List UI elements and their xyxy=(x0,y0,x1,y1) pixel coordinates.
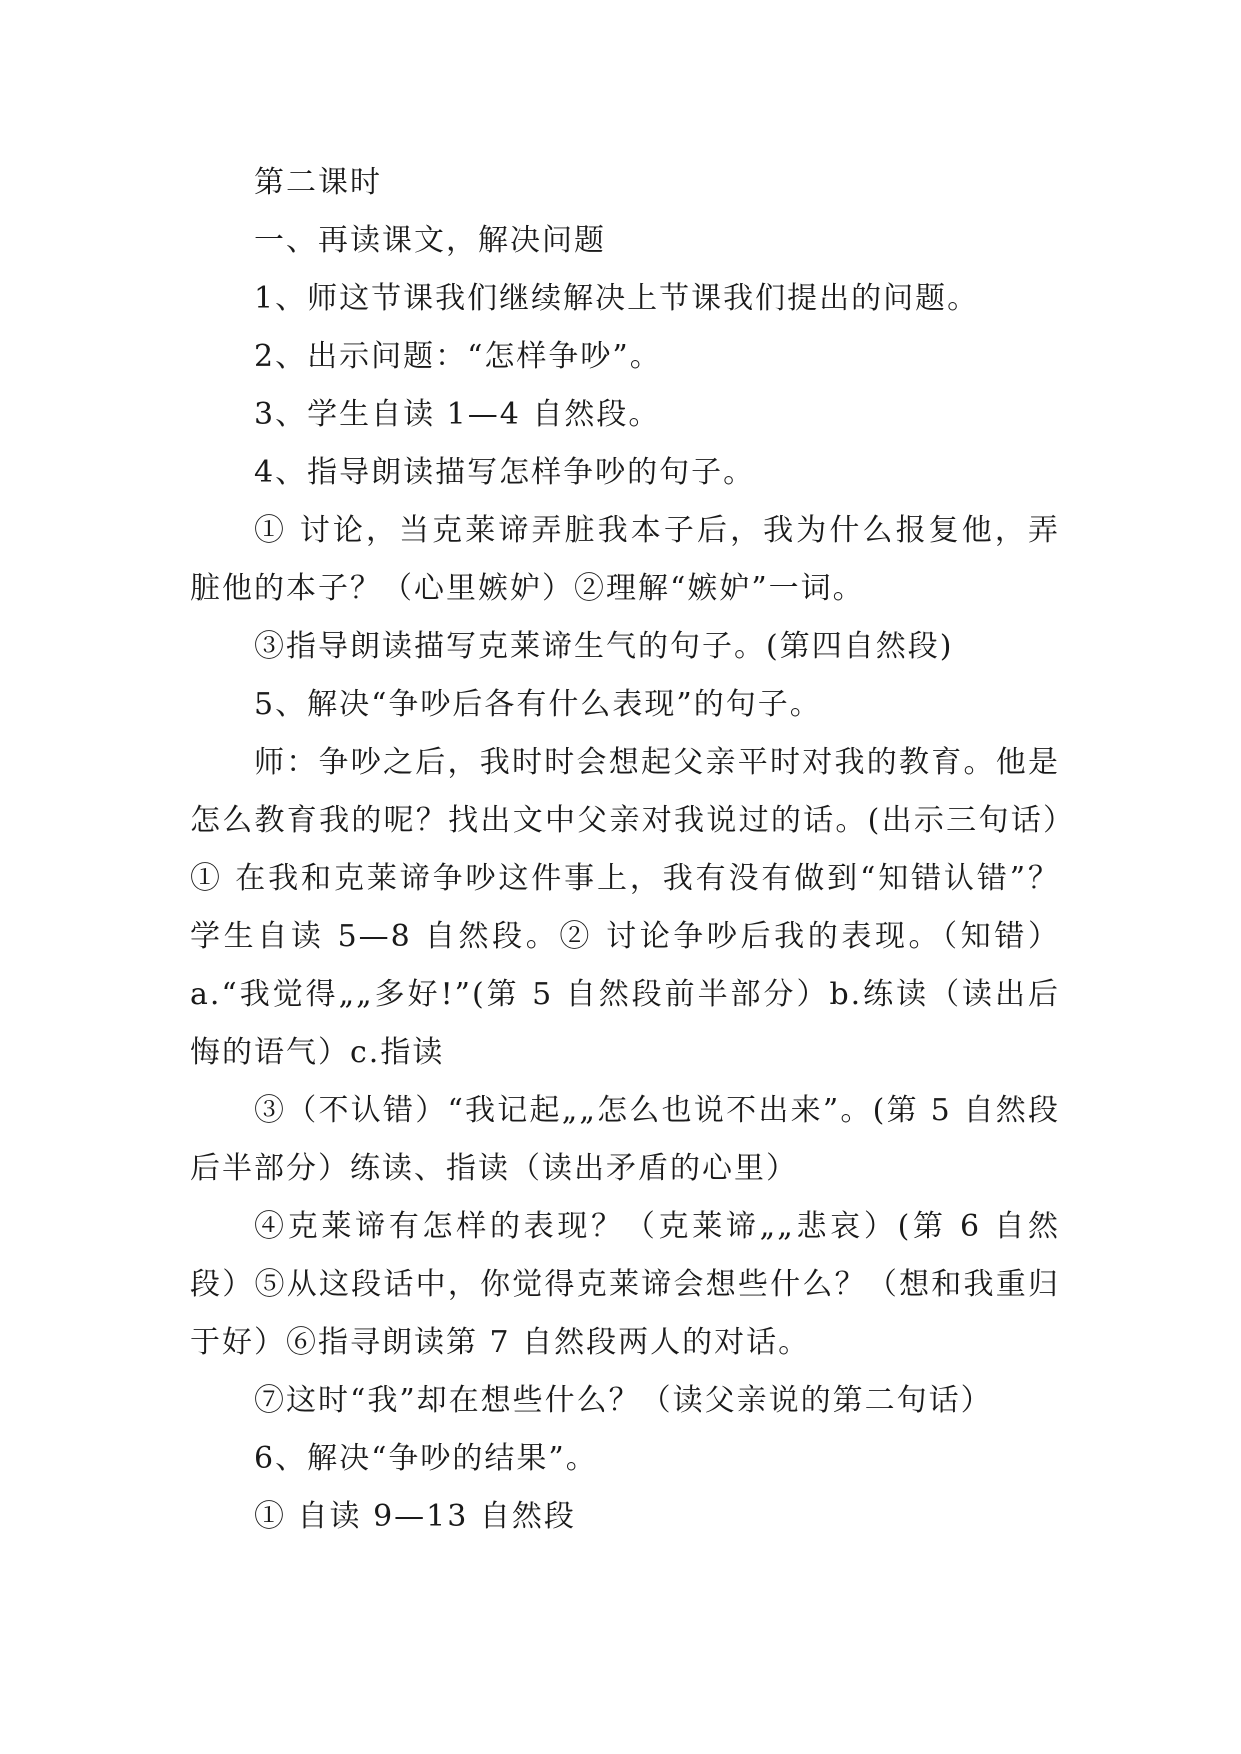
paragraph: 3、学生自读 1—4 自然段。 xyxy=(254,397,661,432)
paragraph: ① 讨论，当克莱谛弄脏我本子后，我为什么报复他，弄脏他的本子？（心里嫉妒）②理解“嫉妒”一词。 xyxy=(190,513,1060,606)
paragraph: ④克莱谛有怎样的表现？（克莱谛„„悲哀）(第 6 自然段）⑤从这段话中，你觉得克莱谛会想些什么？（想和我重归于好）⑥指寻朗读第 7 自然段两人的对话。 xyxy=(190,1209,1060,1360)
paragraph: ⑦这时“我”却在想些什么？（读父亲说的第二句话） xyxy=(254,1383,993,1418)
section-heading: 一、再读课文，解决问题 xyxy=(254,223,606,258)
paragraph: 5、解决“争吵后各有什么表现”的句子。 xyxy=(254,687,822,722)
paragraph: 1、师这节课我们继续解决上节课我们提出的问题。 xyxy=(254,281,980,316)
paragraph: 6、解决“争吵的结果”。 xyxy=(254,1441,598,1476)
document-body xyxy=(190,154,1060,1546)
paragraph: ③指导朗读描写克莱谛生气的句子。(第四自然段) xyxy=(254,629,954,664)
paragraph: 2、出示问题：“怎样争吵”。 xyxy=(254,339,662,374)
paragraph: 4、指导朗读描写怎样争吵的句子。 xyxy=(254,455,756,490)
paragraph: 师：争吵之后，我时时会想起父亲平时对我的教育。他是怎么教育我的呢？找出文中父亲对我说过的话。(出示三句话）① 在我和克莱谛争吵这件事上，我有没有做到“知错认错”？学生自读 5—8 自然段。② 讨论争吵后我的表现。（知错）a.“我觉得„„多好!”(第 5 自然段前半部分）b.练读（读出后悔的语气）c.指读 xyxy=(190,745,1060,1070)
lesson-title: 第二课时 xyxy=(254,165,382,200)
paragraph: ① 自读 9—13 自然段 xyxy=(254,1499,576,1534)
paragraph: ③（不认错）“我记起„„怎么也说不出来”。(第 5 自然段后半部分）练读、指读（读出矛盾的心里） xyxy=(190,1093,1060,1186)
